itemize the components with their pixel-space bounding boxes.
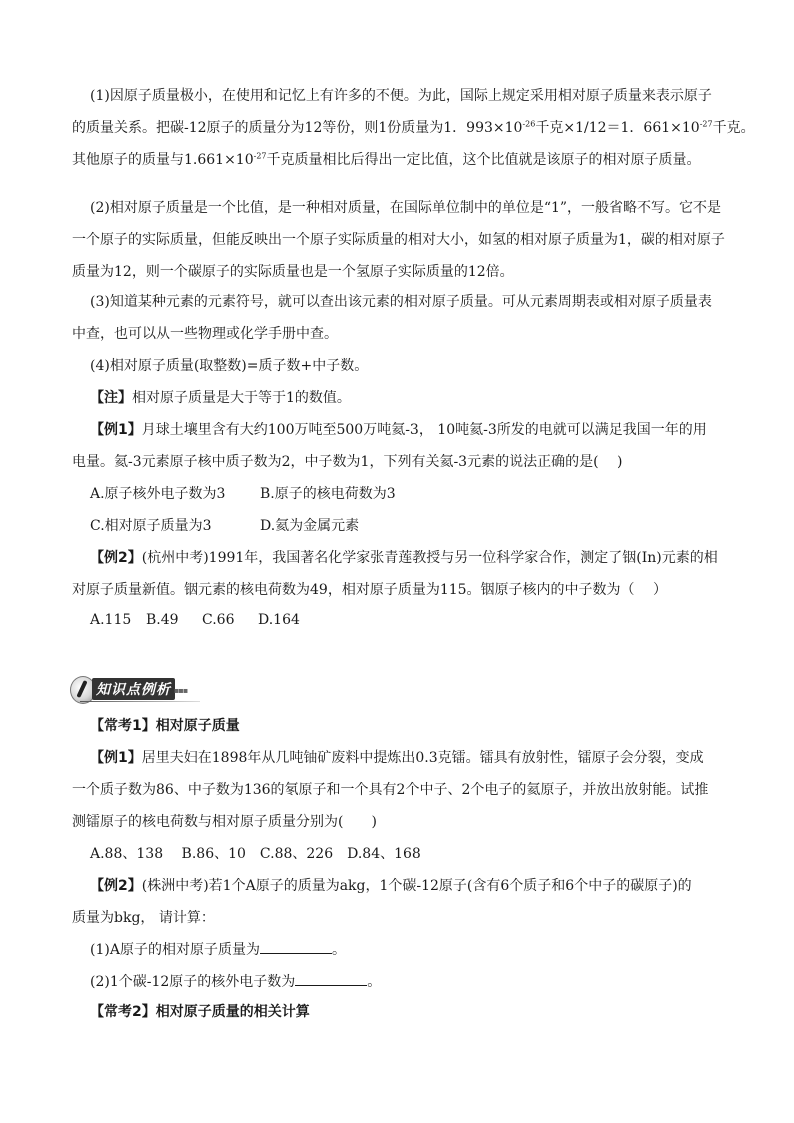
option-a: A.原子核外电子数为3 [90, 486, 226, 502]
option-c: C.相对原子质量为3 [90, 518, 212, 534]
example-label: 【例2】 [90, 878, 142, 894]
changkao-label: 【常考2】 [90, 1004, 156, 1020]
example-label: 【例1】 [90, 422, 142, 438]
example-3-line-2: 一个质子数为86、中子数为136的氡原子和一个具有2个中子、2个电子的氦原子，并放出放射能。试推 [72, 782, 709, 798]
example-4-line-1 [72, 870, 750, 902]
option-b: B.原子的核电荷数为3 [260, 486, 396, 502]
paragraph-2-line-2: 一个原子的实际质量，但能反映出一个原子实际质量的相对大小，如氢的相对原子质量为1，碳的相对原子 [72, 232, 725, 248]
example-3-options: A.88、138 B.86、10 C.88、226 D.84、168 [90, 846, 421, 862]
text-fragment: 千克质量相比后得出一定比值，这个比值就是该原子的相对原子质量。 [266, 152, 701, 168]
paragraph-1-line-3 [72, 144, 732, 176]
example-2-line-1 [72, 542, 750, 574]
option-d: D.氦为金属元素 [260, 518, 360, 534]
example-label: 【例1】 [90, 750, 142, 766]
question-text: (2)1个碳-12原子的核外电子数为 [90, 974, 296, 990]
example-text: (株洲中考)若1个A原子的质量为akg，1个碳-12原子(含有6个质子和6个中子的碳原子)的 [141, 878, 692, 894]
example-1-line-1 [72, 414, 750, 446]
example-3-line-1 [72, 742, 750, 774]
answer-blank [260, 941, 332, 954]
paragraph-2-line-3: 质量为12，则一个碳原子的实际质量也是一个氢原子实际质量的12倍。 [72, 264, 514, 280]
exponent: -27 [253, 151, 267, 161]
example-4-question-1 [72, 934, 750, 966]
changkao-title: 相对原子质量的相关计算 [155, 1004, 310, 1020]
exponent: -26 [522, 119, 536, 129]
example-1-options-row-1 [72, 478, 750, 510]
example-text: 居里夫妇在1898年从几吨铀矿废料中提炼出0.3克镭。镭具有放射性，镭原子会分裂，变成 [141, 750, 704, 766]
text-fragment: 的质量关系。把碳-12原子的质量分为12等份，则1份质量为1．993×10 [72, 120, 523, 136]
note-label: 【注】 [90, 390, 132, 406]
example-1-options-row-2 [72, 510, 750, 542]
text-fragment: 千克×1/12＝1．661×10 [535, 120, 700, 136]
section-header [70, 676, 200, 704]
example-4-line-2: 质量为bkg， 请计算： [72, 910, 215, 926]
changkao-2-heading [72, 996, 750, 1028]
example-1-line-2: 电量。氦-3元素原子核中质子数为2，中子数为1，下列有关氦-3元素的说法正确的是( ) [72, 454, 623, 470]
changkao-label: 【常考1】 [90, 718, 156, 734]
text-fragment: 其他原子的质量与1.661×10 [72, 152, 254, 168]
exponent: -27 [699, 119, 713, 129]
paragraph-3-line-2: 中查，也可以从一些物理或化学手册中查。 [72, 326, 338, 342]
changkao-1-heading [72, 710, 750, 742]
paragraph-3-line-1: (3)知道某种元素的元素符号，就可以查出该元素的相对原子质量。可从元素周期表或相对原子质量表 [90, 294, 712, 310]
question-end: 。 [331, 942, 346, 958]
section-title: 知识点例析 [92, 678, 175, 700]
example-text: 月球土壤里含有大约100万吨至500万吨氦-3， 10吨氦-3所发的电就可以满足我国一年的用 [141, 422, 707, 438]
example-2-options [72, 604, 750, 636]
paragraph-2-line-1: (2)相对原子质量是一个比值，是一种相对质量，在国际单位制中的单位是“1”，一般省略不写。它不是 [90, 200, 722, 216]
example-4-question-2 [72, 966, 750, 998]
paragraph-1-line-1: (1)因原子质量极小，在使用和记忆上有许多的不便。为此，国际上规定采用相对原子质量来表示原子 [90, 88, 712, 104]
note-text: 相对原子质量是大于等于1的数值。 [132, 390, 351, 406]
paragraph-1-line-2 [72, 112, 755, 144]
example-text: (杭州中考)1991年，我国著名化学家张青莲教授与另一位科学家合作，测定了铟(In)元素的相 [141, 550, 718, 566]
question-end: 。 [367, 974, 382, 990]
example-3-line-3: 测镭原子的核电荷数与相对原子质量分别为( ) [72, 814, 377, 830]
option-a: A.115 [90, 612, 132, 628]
dots-icon: ▪▪▪ [174, 686, 188, 695]
example-label: 【例2】 [90, 550, 142, 566]
option-c: C.66 [202, 612, 235, 628]
note [72, 382, 750, 414]
example-2-line-2: 对原子质量新值。铟元素的核电荷数为49，相对原子质量为115。铟原子核内的中子数为（ ） [72, 582, 667, 598]
option-b: B.49 [146, 612, 179, 628]
paragraph-4-line-1: (4)相对原子质量(取整数)=质子数+中子数。 [90, 358, 369, 374]
answer-blank [295, 973, 367, 986]
changkao-title: 相对原子质量 [155, 718, 240, 734]
section-rule [80, 701, 200, 702]
question-text: (1)A原子的相对原子质量为 [90, 942, 260, 958]
option-d: D.164 [258, 612, 300, 628]
text-fragment: 千克。 [712, 120, 755, 136]
